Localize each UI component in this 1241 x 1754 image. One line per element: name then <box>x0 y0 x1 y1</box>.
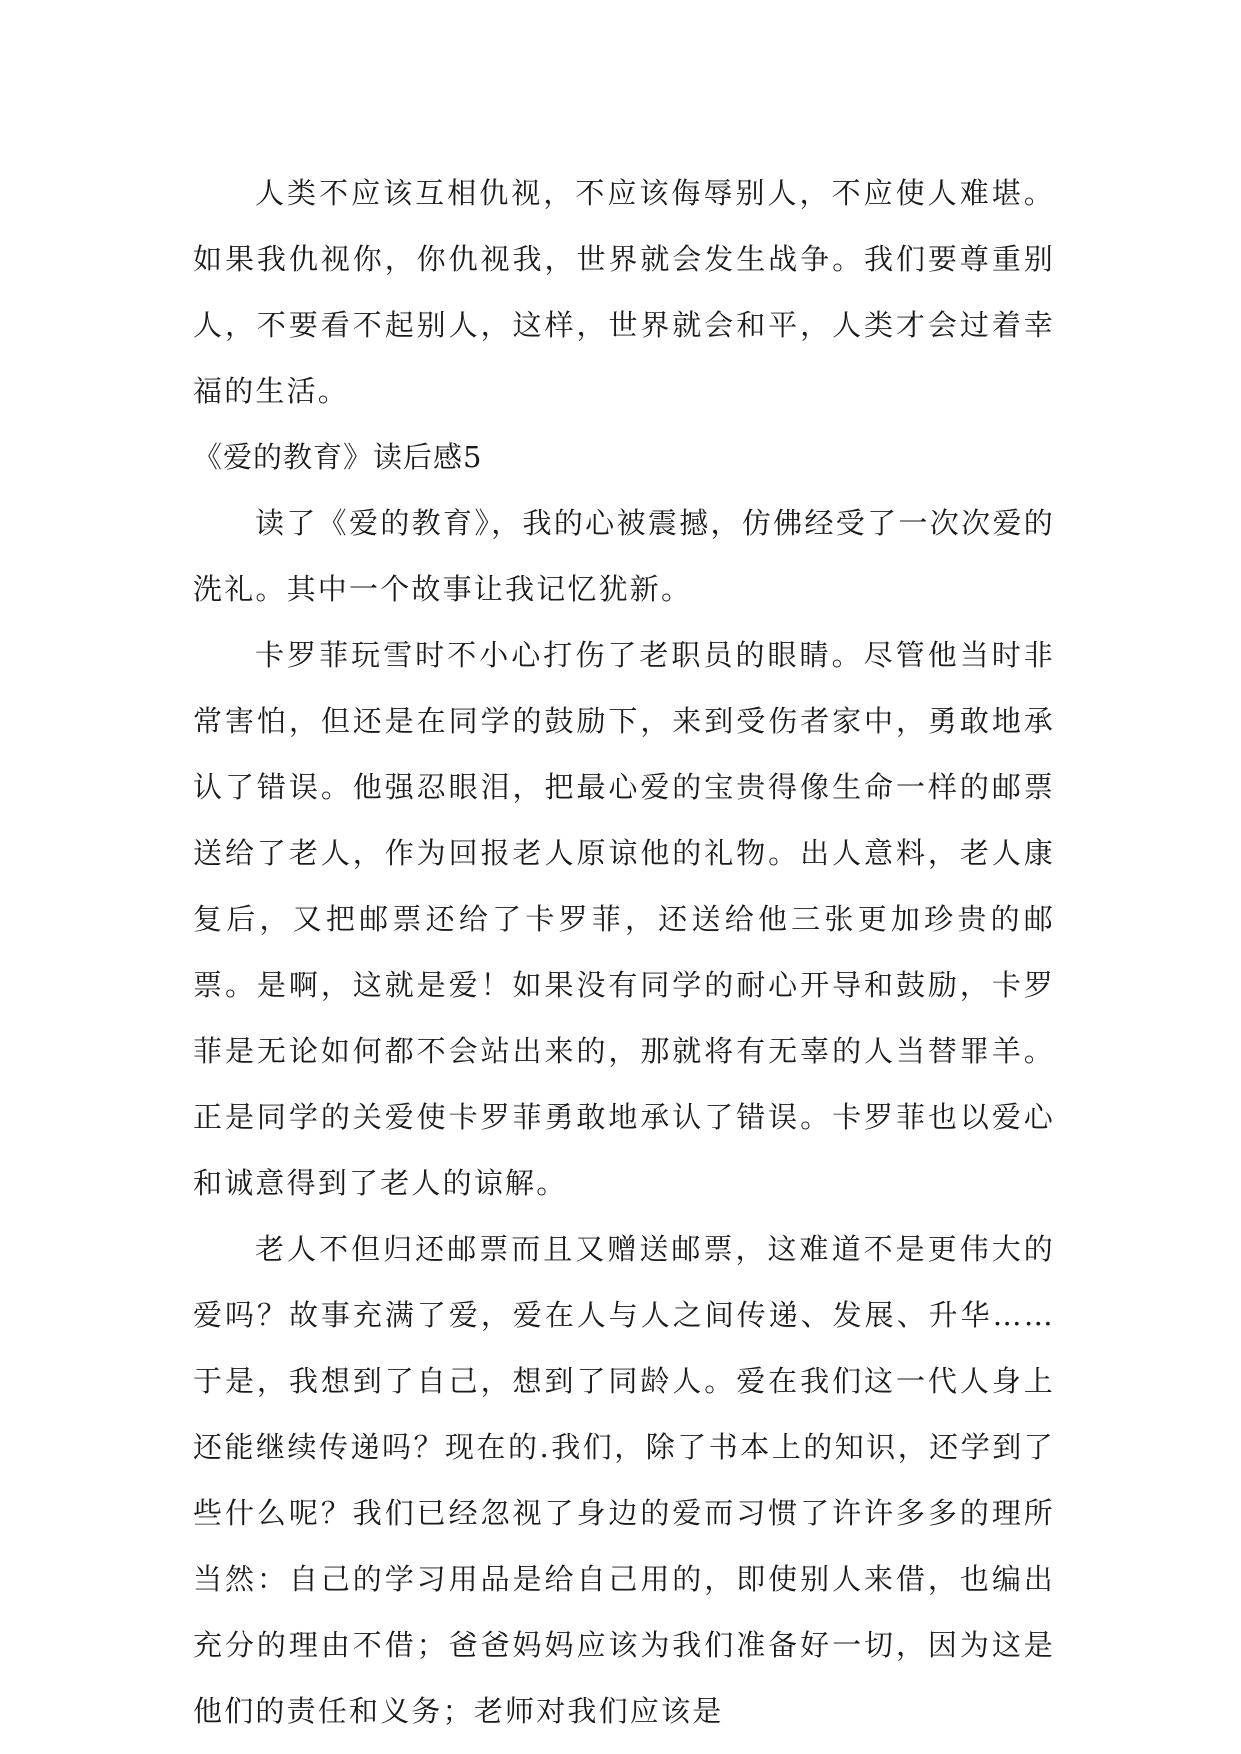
section-title: 《爱的教育》读后感5 <box>193 440 483 474</box>
body-paragraph: 读了《爱的教育》，我的心被震撼，仿佛经受了一次次爱的洗礼。其中一个故事让我记忆犹新。 <box>193 506 1055 606</box>
body-paragraph: 老人不但归还邮票而且又赠送邮票，这难道不是更伟大的爱吗？故事充满了爱，爱在人与人之间传递、发展、升华……于是，我想到了自己，想到了同龄人。爱在我们这一代人身上还能继续传递吗？现在的.我们，除了书本上的知识，还学到了些什么呢？我们已经忽视了身边的爱而习惯了许许多多的理所当然：自己的学习用品是给自己用的，即使别人来借，也编出充分的理由不借；爸爸妈妈应该为我们准备好一切，因为这是他们的责任和义务；老师对我们应该是 <box>193 1232 1055 1728</box>
body-paragraph: 卡罗菲玩雪时不小心打伤了老职员的眼睛。尽管他当时非常害怕，但还是在同学的鼓励下，来到受伤者家中，勇敢地承认了错误。他强忍眼泪，把最心爱的宝贵得像生命一样的邮票送给了老人，作为回报老人原谅他的礼物。出人意料，老人康复后，又把邮票还给了卡罗菲，还送给他三张更加珍贵的邮票。是啊，这就是爱！如果没有同学的耐心开导和鼓励，卡罗菲是无论如何都不会站出来的，那就将有无辜的人当替罪羊。正是同学的关爱使卡罗菲勇敢地承认了错误。卡罗菲也以爱心和诚意得到了老人的谅解。 <box>193 638 1055 1200</box>
document-body <box>193 160 1055 1744</box>
body-paragraph: 人类不应该互相仇视，不应该侮辱别人，不应使人难堪。如果我仇视你，你仇视我，世界就会发生战争。我们要尊重别人，不要看不起别人，这样，世界就会和平，人类才会过着幸福的生活。 <box>193 176 1055 408</box>
